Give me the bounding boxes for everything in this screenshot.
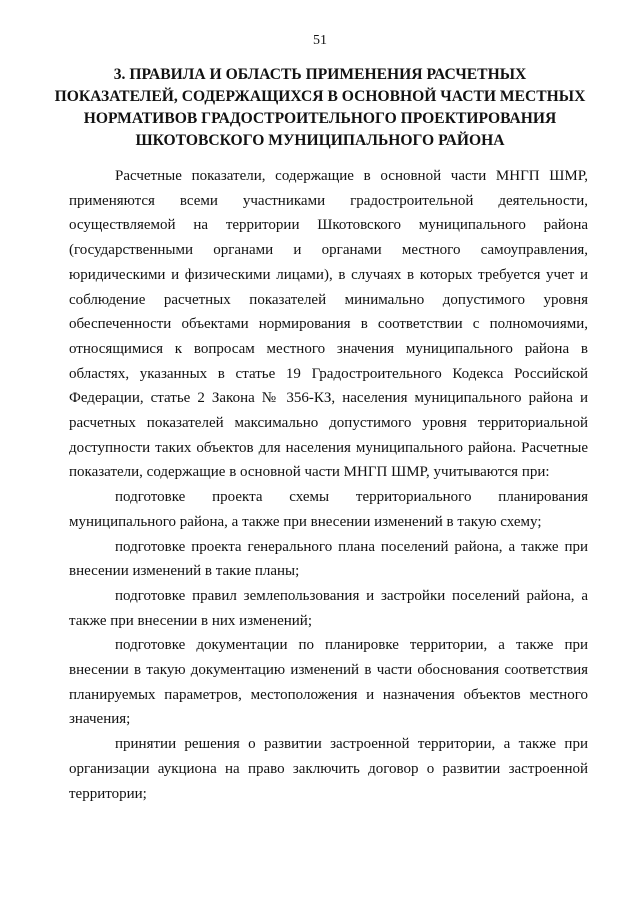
- list-item: подготовке проекта схемы территориального планирования муниципального района, а также при внесении изменений в такую схему;: [69, 489, 588, 530]
- section-heading-line: НОРМАТИВОВ ГРАДОСТРОИТЕЛЬНОГО ПРОЕКТИРОВАНИЯ: [83, 110, 557, 127]
- list-item: подготовке документации по планировке территории, а также при внесении в такую документацию изменений в части обоснования соответствия планируемых параметров, местоположения и назначения объектов местного значения;: [69, 637, 588, 728]
- section-heading-line: ПОКАЗАТЕЛЕЙ, СОДЕРЖАЩИХСЯ В ОСНОВНОЙ ЧАСТИ МЕСТНЫХ: [54, 88, 586, 105]
- section-heading-line: 3. ПРАВИЛА И ОБЛАСТЬ ПРИМЕНЕНИЯ РАСЧЕТНЫХ: [113, 66, 527, 83]
- paragraph-intro: Расчетные показатели, содержащие в основной части МНГП ШМР, применяются всеми участниками градостроительной деятельности, осуществляемой на территории Шкотовского муниципального района (государственными органами и органами местного самоуправления, юридическими и физическими лицами), в случаях в которых требуется учет и соблюдение расчетных показателей минимально допустимого уровня обеспеченности объектами нормирования в соответствии с полномочиями, относящимися к вопросам местного значения муниципального района в областях, указанных в статье 19 Градостроительного Кодекса Российской Федерации, статье 2 Закона № 356-КЗ, населения муниципального района и расчетных показателей максимально допустимого уровня территориальной доступности таких объектов для населения муниципального района. Расчетные показатели, содержащие в основной части МНГП ШМР, учитываются при:: [69, 168, 588, 481]
- section-heading-line: ШКОТОВСКОГО МУНИЦИПАЛЬНОГО РАЙОНА: [135, 132, 505, 149]
- body-text: [69, 164, 588, 806]
- page-number: 51: [313, 33, 327, 48]
- list-item: подготовке проекта генерального плана поселений района, а также при внесении изменений в такие планы;: [69, 538, 588, 580]
- section-heading: [40, 64, 600, 152]
- list-item: подготовке правил землепользования и застройки поселений района, а также при внесении в них изменений;: [69, 587, 588, 629]
- list-item: принятии решения о развитии застроенной территории, а также при организации аукциона на право заключить договор о развитии застроенной территории;: [69, 736, 588, 802]
